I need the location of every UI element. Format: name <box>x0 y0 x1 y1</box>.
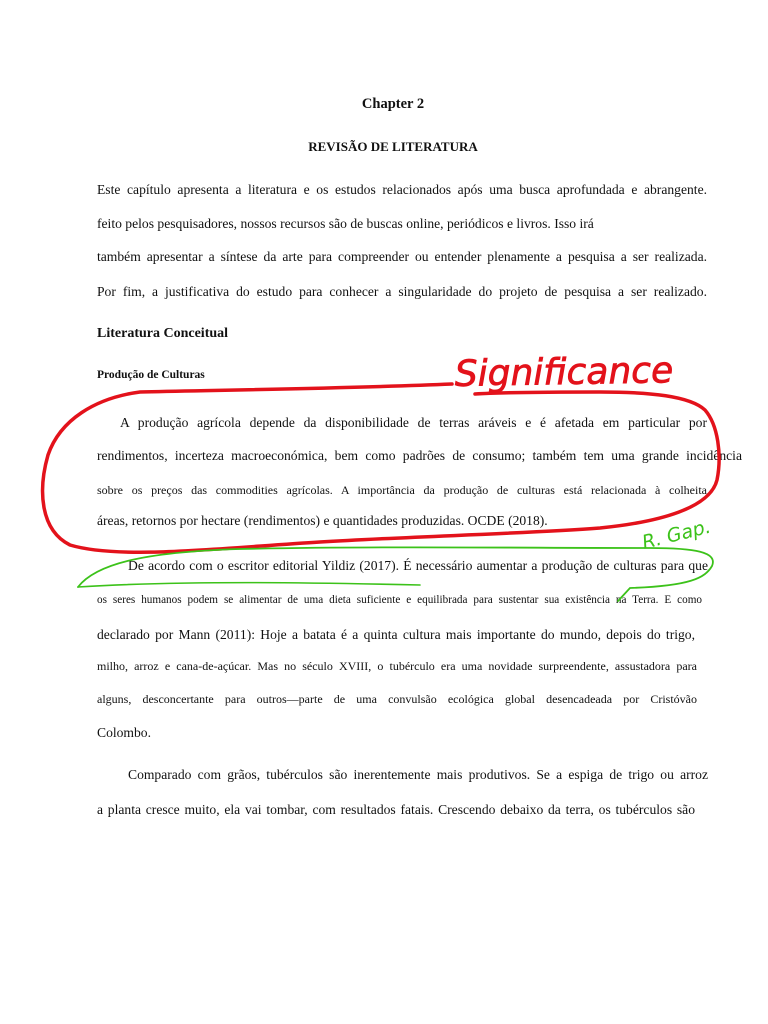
red-handwritten-note: Significance <box>454 350 674 395</box>
para2-line-5: alguns, desconcertante para outros—parte de uma convulsão ecológica global desencadeada por Cristóvão <box>97 692 697 706</box>
para1-line-2: rendimentos, incerteza macroeconómica, bem como padrões de consumo; também tem uma grande incidência <box>97 448 742 463</box>
para2-line-3: declarado por Mann (2011): Hoje a batata é a quinta cultura mais importante do mundo, depois do trigo, <box>97 627 695 642</box>
chapter-label: Chapter 2 <box>361 96 425 112</box>
para2-line-1: De acordo com o escritor editorial Yildiz (2017). É necessário aumentar a produção de culturas para que <box>128 558 708 573</box>
para2-line-6: Colombo. <box>97 725 152 740</box>
green-annotation-underline <box>78 583 420 587</box>
para2-line-2: os seres humanos podem se alimentar de uma dieta suficiente e equilibrada para sustentar sua existência na Terra. E como <box>97 594 702 606</box>
para2-line-4: milho, arroz e cana-de-açúcar. Mas no século XVIII, o tubérculo era uma novidade surpreendente, assustadora para <box>97 659 697 673</box>
para1-line-1: A produção agrícola depende da disponibilidade de terras aráveis e é afetada em particular por <box>120 415 707 430</box>
intro-line-1: Este capítulo apresenta a literatura e os estudos relacionados após uma busca aprofundada e abrangente. <box>97 182 707 197</box>
para3-line-2: a planta cresce muito, ela vai tombar, com resultados fatais. Crescendo debaixo da terra, os tubérculos são <box>97 802 695 817</box>
subsubheading: Produção de Culturas <box>97 369 205 381</box>
intro-line-4: Por fim, a justificativa do estudo para conhecer a singularidade do projeto de pesquisa a ser realizado. <box>97 284 707 299</box>
para1-line-3: sobre os preços das commodities agrícolas. A importância da produção de culturas está relacionada à colheita <box>97 483 707 497</box>
green-handwritten-note: R. Gap. <box>639 515 713 554</box>
para1-line-4: áreas, retornos por hectare (rendimentos) e quantidades produzidas. OCDE (2018). <box>97 513 548 528</box>
section-title: REVISÃO DE LITERATURA <box>308 139 478 154</box>
para3-line-1: Comparado com grãos, tubérculos são inerentemente mais produtivos. Se a espiga de trigo ou arroz <box>128 767 708 782</box>
subheading: Literatura Conceitual <box>97 326 229 341</box>
intro-line-3: também apresentar a síntese da arte para compreender ou entender plenamente a pesquisa a ser realizada. <box>97 249 707 264</box>
intro-line-2: feito pelos pesquisadores, nossos recursos são de buscas online, periódicos e livros. Isso irá <box>97 216 594 231</box>
